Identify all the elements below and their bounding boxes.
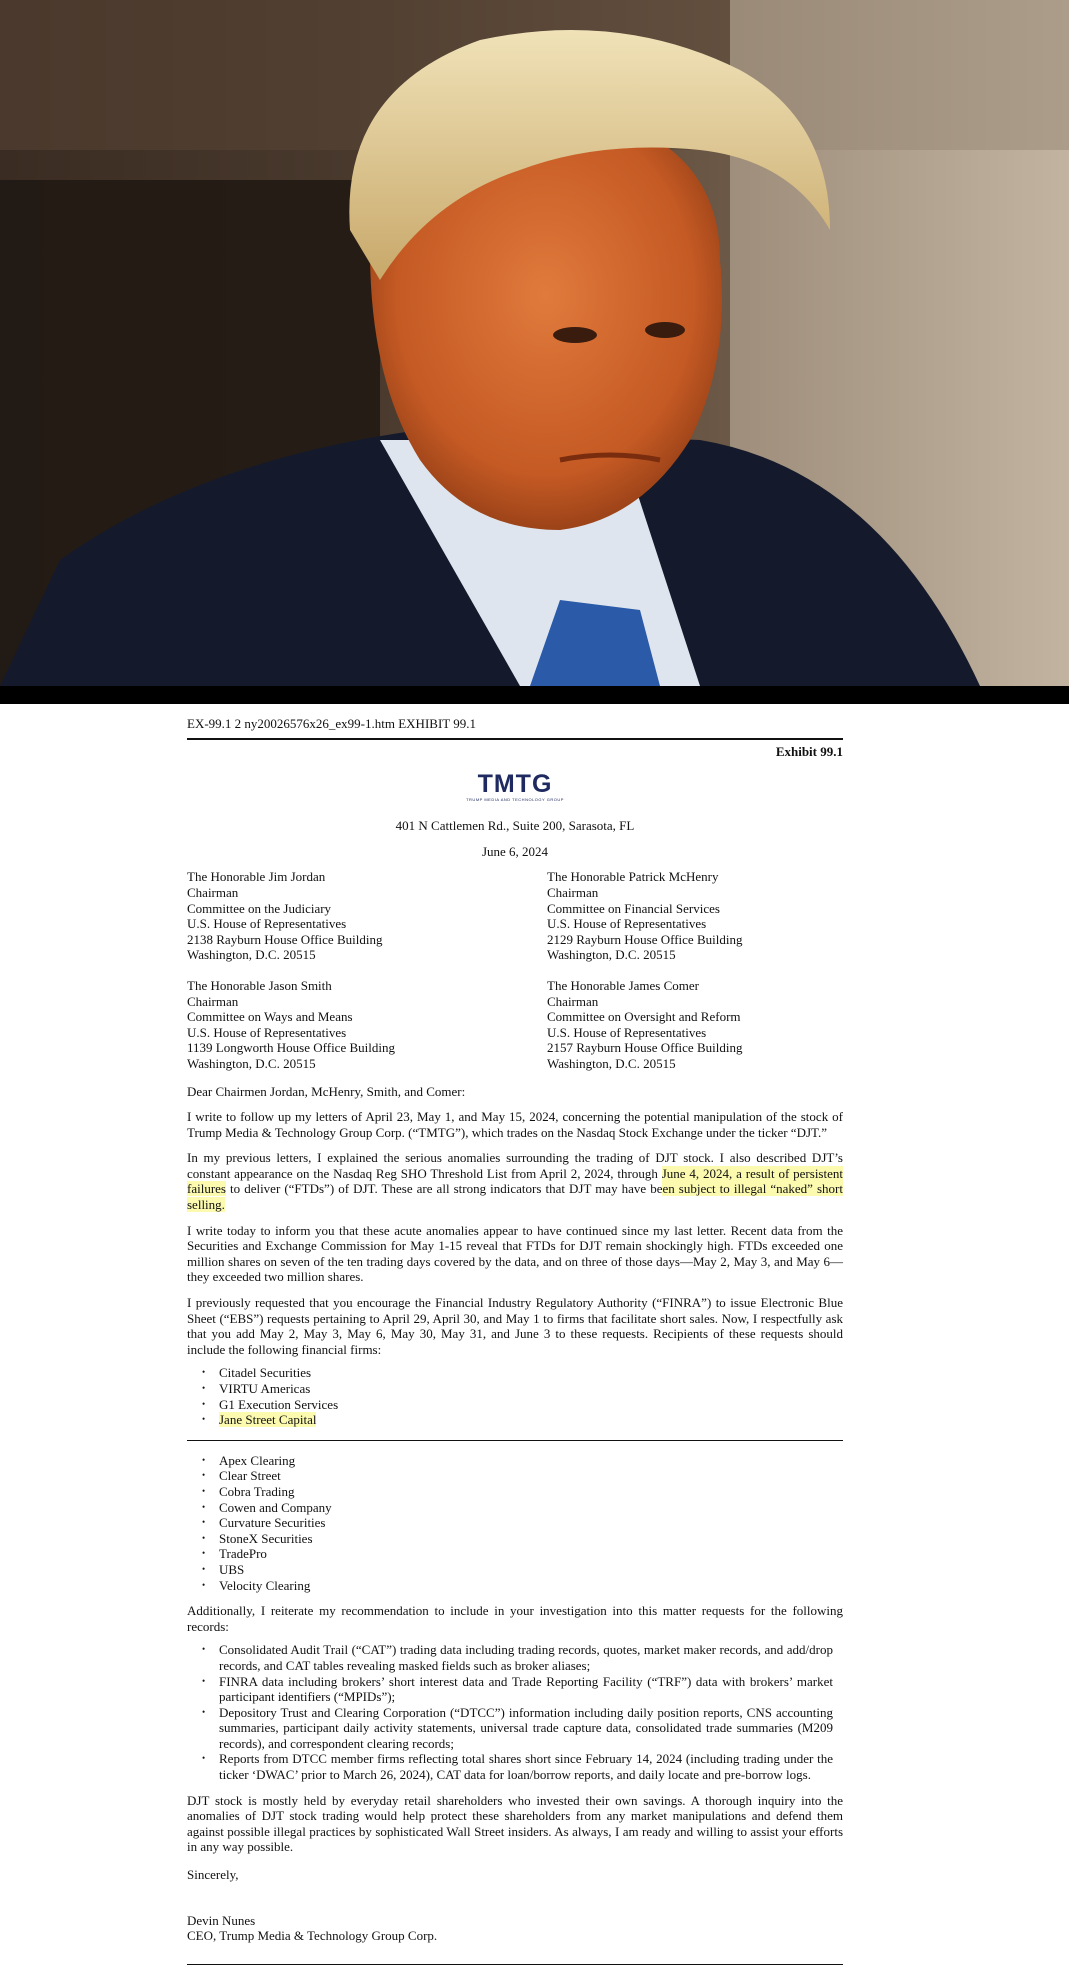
paragraph-3: I write today to inform you that these acute anomalies appear to have continued since my last letter. Recent data from the Securities and Exchange Commission for May 1-15 reveal that FTDs for DJT remain shockingly high. FTDs exceeded one million shares on seven of the ten trading days covered by the data, and on three of those days—May 2, May 3, and May 6—they exceeded two million shares. bbox=[187, 1222, 843, 1285]
list-item: • Velocity Clearing bbox=[187, 1578, 843, 1594]
list-item: • UBS bbox=[187, 1562, 843, 1578]
tmtg-logo bbox=[187, 771, 843, 802]
paragraph-6: DJT stock is mostly held by everyday retail shareholders who invested their own savings. A thorough inquiry into the anomalies of DJT stock trading would help protect these shareholders from any market manipulations and defend them against possible illegal practices by sophisticated Wall Street insiders. As always, I am ready and willing to assist your efforts in any way possible. bbox=[187, 1792, 843, 1855]
list-item: • FINRA data including brokers’ short interest data and Trade Reporting Facility (“TRF”) data with brokers’ market participant identifiers (“MPIDs”); bbox=[187, 1674, 843, 1705]
list-item-highlighted bbox=[187, 1412, 843, 1428]
letterhead-address: 401 N Cattlemen Rd., Suite 200, Sarasota, FL bbox=[395, 818, 635, 834]
exhibit-label: Exhibit 99.1 bbox=[775, 743, 843, 759]
address-line: Washington, D.C. 20515 bbox=[187, 1055, 316, 1071]
highlighted-text: Jane Street Capital bbox=[219, 1412, 317, 1428]
address-line: 1139 Longworth House Office Building bbox=[187, 1040, 395, 1056]
list-item: • Citadel Securities bbox=[187, 1365, 843, 1381]
logo-wordmark: TMTG bbox=[477, 770, 553, 799]
list-item: • Clear Street bbox=[187, 1468, 843, 1484]
address-line: 2138 Rayburn House Office Building bbox=[187, 931, 383, 947]
salutation: Dear Chairmen Jordan, McHenry, Smith, and Comer: bbox=[187, 1083, 466, 1099]
address-line: Chairman bbox=[187, 993, 239, 1009]
address-line: U.S. House of Representatives bbox=[547, 916, 707, 932]
address-line: The Honorable James Comer bbox=[547, 977, 699, 993]
signer-title: CEO, Trump Media & Technology Group Corp. bbox=[187, 1928, 438, 1944]
address-line: The Honorable Jason Smith bbox=[187, 977, 332, 993]
letter-date: June 6, 2024 bbox=[481, 843, 549, 859]
list-item: • Depository Trust and Clearing Corporation (“DTCC”) information including daily position reports, CNS accounting summaries, participant daily activity statements, universal trade capture data, consolidated trade summaries (M209 records), and correspondent clearing records; bbox=[187, 1705, 843, 1752]
portrait-illustration bbox=[0, 0, 1069, 686]
highlighted-text: June 4, 2024, a result of persistent failures bbox=[187, 1165, 843, 1197]
paragraph-5: Additionally, I reiterate my recommendation to include in your investigation into this matter requests for the following records: bbox=[187, 1603, 843, 1634]
portrait-photo bbox=[0, 0, 1069, 686]
address-line: Committee on the Judiciary bbox=[187, 900, 332, 916]
recipient-jordan bbox=[187, 869, 547, 963]
page-break-rule bbox=[187, 1440, 843, 1441]
address-line: U.S. House of Representatives bbox=[187, 1024, 347, 1040]
recipient-addresses bbox=[187, 869, 843, 1071]
paragraph-2-text-b: to deliver (“FTDs”) of DJT. These are all strong indicators that DJT may have be bbox=[225, 1181, 663, 1197]
address-line: Chairman bbox=[547, 993, 599, 1009]
footer-rule bbox=[187, 1964, 843, 1965]
list-item: • G1 Execution Services bbox=[187, 1397, 843, 1413]
address-line: U.S. House of Representatives bbox=[547, 1024, 707, 1040]
address-line: Washington, D.C. 20515 bbox=[187, 947, 316, 963]
letter-document bbox=[187, 716, 843, 1965]
list-item: • Apex Clearing bbox=[187, 1453, 843, 1469]
list-item: • Cowen and Company bbox=[187, 1500, 843, 1516]
header-rule bbox=[187, 738, 843, 740]
list-item: • Reports from DTCC member firms reflecting total shares short since February 14, 2024 (including trading under the ticker ‘DWAC’ prior to March 26, 2024), CAT data for loan/borrow reports, and daily locate and pre-borrow logs. bbox=[187, 1751, 843, 1782]
highlighted-text: en subject to illegal “naked” short selling. bbox=[187, 1181, 843, 1213]
list-item: • StoneX Securities bbox=[187, 1531, 843, 1547]
address-line: 2157 Rayburn House Office Building bbox=[547, 1040, 743, 1056]
paragraph-2 bbox=[187, 1150, 843, 1212]
records-list bbox=[187, 1642, 843, 1782]
address-line: Committee on Financial Services bbox=[547, 900, 720, 916]
list-item: • VIRTU Americas bbox=[187, 1381, 843, 1397]
closing: Sincerely, bbox=[187, 1867, 239, 1883]
address-line: Washington, D.C. 20515 bbox=[547, 1055, 676, 1071]
recipient-comer bbox=[547, 978, 843, 1072]
paragraph-4: I previously requested that you encourage the Financial Industry Regulatory Authority (“FINRA”) to issue Electronic Blue Sheet (“EBS”) requests pertaining to April 29, April 30, and May 1 to firms that facilitate short sales. Now, I respectfully ask that you add May 2, May 3, May 6, May 30, May 31, and June 3 to these requests. Recipients of these requests should include the following financial firms: bbox=[187, 1295, 843, 1357]
letter-page bbox=[0, 704, 1069, 1987]
firm-list-b bbox=[187, 1453, 843, 1593]
logo-tagline: TRUMP MEDIA AND TECHNOLOGY GROUP bbox=[466, 797, 564, 803]
paragraph-1: I write to follow up my letters of April 23, May 1, and May 15, 2024, concerning the potential manipulation of the stock of Trump Media & Technology Group Corp. (“TMTG”), which trades on the Nasdaq Stock Exchange under the ticker “DJT.” bbox=[187, 1109, 843, 1140]
address-line: Committee on Ways and Means bbox=[187, 1009, 353, 1025]
address-line: Chairman bbox=[187, 884, 239, 900]
signer-name: Devin Nunes bbox=[187, 1912, 256, 1928]
list-item: • Curvature Securities bbox=[187, 1515, 843, 1531]
list-item: • Cobra Trading bbox=[187, 1484, 843, 1500]
address-line: Committee on Oversight and Reform bbox=[547, 1009, 741, 1025]
address-line: Chairman bbox=[547, 884, 599, 900]
paragraph-2-text-a: In my previous letters, I explained the serious anomalies surrounding the trading of DJT stock. I also described DJT’s constant appearance on the Nasdaq Reg SHO Threshold List from April 2, 2024, through bbox=[187, 1150, 843, 1181]
address-line: U.S. House of Representatives bbox=[187, 916, 347, 932]
recipient-mchenry bbox=[547, 869, 843, 963]
address-line: 2129 Rayburn House Office Building bbox=[547, 931, 743, 947]
file-header-line: EX-99.1 2 ny20026576x26_ex99-1.htm EXHIBIT 99.1 bbox=[187, 716, 476, 731]
address-line: The Honorable Patrick McHenry bbox=[547, 869, 719, 885]
firm-list-a bbox=[187, 1365, 843, 1427]
list-item: • TradePro bbox=[187, 1546, 843, 1562]
address-line: Washington, D.C. 20515 bbox=[547, 947, 676, 963]
address-line: The Honorable Jim Jordan bbox=[187, 869, 326, 885]
recipient-smith bbox=[187, 978, 547, 1072]
list-item: • Consolidated Audit Trail (“CAT”) trading data including trading records, quotes, market maker records, and add/drop records, and CAT tables revealing masked fields such as broker aliases; bbox=[187, 1642, 843, 1673]
divider-bar bbox=[0, 686, 1069, 704]
